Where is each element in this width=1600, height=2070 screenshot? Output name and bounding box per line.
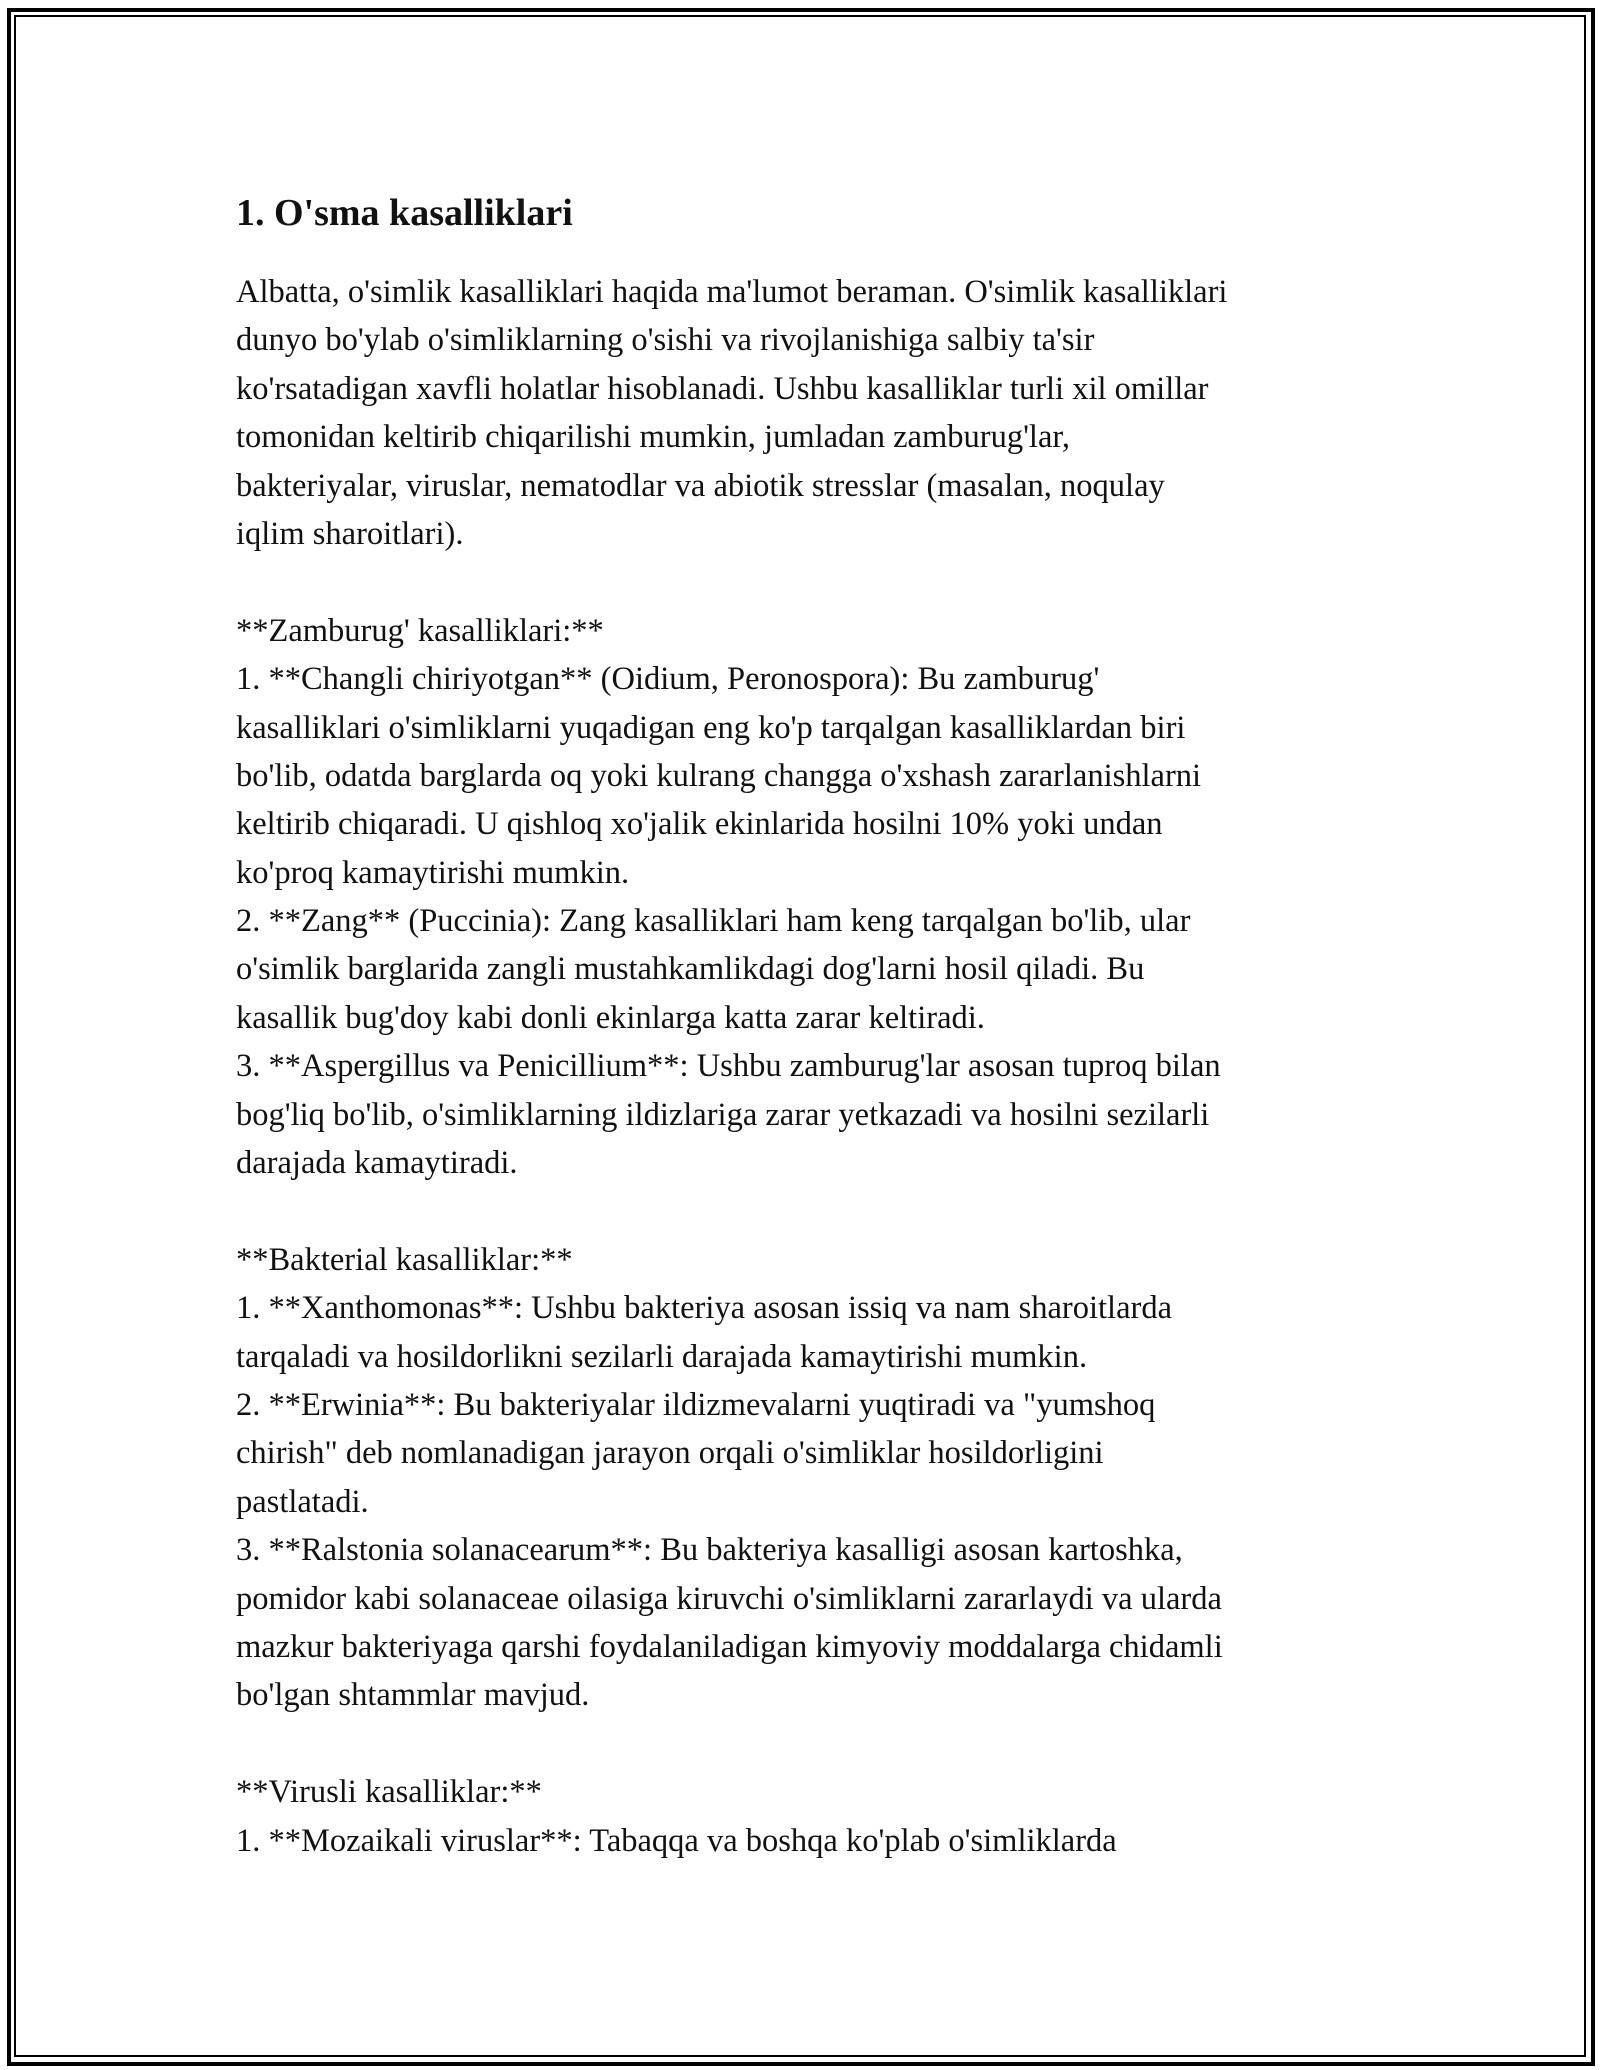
text-line: pastlatadi. <box>236 1483 369 1520</box>
intro-paragraph <box>236 268 1366 558</box>
paragraph-gap <box>236 558 1366 606</box>
text-line: kasalliklari o'simliklarni yuqadigan eng ko'p tarqalgan kasalliklardan biri <box>236 709 1186 746</box>
text-line: keltirib chiqaradi. U qishloq xo'jalik ekinlarida hosilni 10% yoki undan <box>236 806 1163 843</box>
text-line: 2. **Erwinia**: Bu bakteriyalar ildizmevalarni yuqtiradi va "yumshoq <box>236 1386 1156 1423</box>
text-line: Albatta, o'simlik kasalliklari haqida ma'lumot beraman. O'simlik kasalliklari <box>236 274 1228 310</box>
text-line: chirish" deb nomlanadigan jarayon orqali o'simliklar hosildorligini <box>236 1435 1104 1472</box>
section-label: **Bakterial kasalliklar:** <box>236 1241 573 1278</box>
bacterial-diseases-section <box>236 1236 1366 1720</box>
text-line: tarqaladi va hosildorlikni sezilarli darajada kamaytirishi mumkin. <box>236 1338 1088 1375</box>
text-line: mazkur bakteriyaga qarshi foydalaniladigan kimyoviy moddalarga chidamli <box>236 1628 1223 1665</box>
section-label: **Virusli kasalliklar:** <box>236 1774 542 1811</box>
text-line: bakteriyalar, viruslar, nematodlar va abiotik stresslar (masalan, noqulay <box>236 467 1165 504</box>
fungal-diseases-section <box>236 607 1366 1188</box>
text-line: ko'proq kamaytirishi mumkin. <box>236 854 630 891</box>
text-line: bo'lib, odatda barglarda oq yoki kulrang changga o'xshash zararlanishlarni <box>236 757 1202 794</box>
viral-diseases-section <box>236 1768 1366 1865</box>
text-line: 1. **Xanthomonas**: Ushbu bakteriya asosan issiq va nam sharoitlarda <box>236 1290 1172 1327</box>
text-line: o'simlik barglarida zangli mustahkamlikdagi dog'larni hosil qiladi. Bu <box>236 951 1145 988</box>
text-line: 1. **Mozaikali viruslar**: Tabaqqa va boshqa ko'plab o'simliklarda <box>236 1822 1117 1859</box>
text-line: kasallik bug'doy kabi donli ekinlarga katta zarar keltiradi. <box>236 999 985 1036</box>
document-body <box>236 186 1366 1865</box>
text-line: 3. **Ralstonia solanacearum**: Bu bakteriya kasalligi asosan kartoshka, <box>236 1532 1183 1569</box>
text-line: iqlim sharoitlari). <box>236 515 464 552</box>
text-line: pomidor kabi solanaceae oilasiga kiruvchi o'simliklarni zararlaydi va ularda <box>236 1580 1222 1617</box>
text-line: 2. **Zang** (Puccinia): Zang kasalliklari ham keng tarqalgan bo'lib, ular <box>236 903 1191 940</box>
text-line: dunyo bo'ylab o'simliklarning o'sishi va rivojlanishiga salbiy ta'sir <box>236 322 1095 359</box>
text-line: tomonidan keltirib chiqarilishi mumkin, jumladan zamburug'lar, <box>236 419 1071 456</box>
text-line: bo'lgan shtammlar mavjud. <box>236 1677 590 1714</box>
section-heading: 1. O'sma kasalliklari <box>236 192 573 234</box>
section-label: **Zamburug' kasalliklari:** <box>236 612 604 649</box>
text-line: ko'rsatadigan xavfli holatlar hisoblanadi. Ushbu kasalliklar turli xil omillar <box>236 370 1209 407</box>
text-line: 3. **Aspergillus va Penicillium**: Ushbu zamburug'lar asosan tuproq bilan <box>236 1048 1221 1085</box>
paragraph-gap <box>236 1187 1366 1235</box>
text-line: 1. **Changli chiriyotgan** (Oidium, Peronospora): Bu zamburug' <box>236 661 1100 698</box>
paragraph-gap <box>236 1720 1366 1768</box>
text-line: bog'liq bo'lib, o'simliklarning ildizlariga zarar yetkazadi va hosilni sezilarli <box>236 1096 1210 1133</box>
text-line: darajada kamaytiradi. <box>236 1145 518 1182</box>
